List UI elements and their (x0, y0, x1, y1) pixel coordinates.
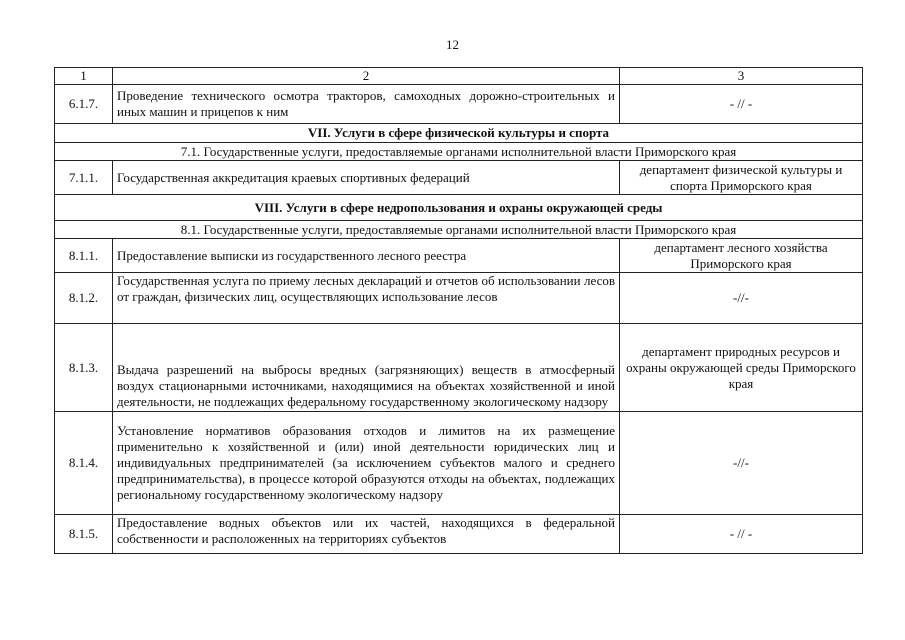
header-col-1: 1 (55, 68, 113, 85)
header-col-2: 2 (113, 68, 620, 85)
service-description: Выдача разрешений на выбросы вредных (загрязняющих) веществ в атмосферный воздух стационарными источниками, находящимися на объектах хозяйственной и иной деятельности, не подлежащих федеральному государственному экологическому надзору (113, 324, 620, 412)
subsection-row (55, 221, 863, 239)
services-table (54, 67, 863, 554)
row-number: 8.1.5. (55, 515, 113, 554)
section-heading-row (55, 195, 863, 221)
service-description: Установление нормативов образования отходов и лимитов на их размещение применительно к хозяйственной и (или) иной деятельности юридических лиц и индивидуальных предпринимателей (за исключением субъектов малого и среднего предпринимательства), в процессе которой образуются отходы на объектах, подлежащих региональному государственному экологическому надзору (113, 412, 620, 515)
row-number: 7.1.1. (55, 161, 113, 195)
section-heading: VII. Услуги в сфере физической культуры и спорта (55, 124, 863, 143)
table-row (55, 515, 863, 554)
row-number: 8.1.1. (55, 239, 113, 273)
table-row (55, 85, 863, 124)
table-row (55, 324, 863, 412)
section-heading: VIII. Услуги в сфере недропользования и охраны окружающей среды (55, 195, 863, 221)
row-number: 8.1.2. (55, 273, 113, 324)
service-description: Государственная услуга по приему лесных деклараций и отчетов об использовании лесов от граждан, физических лиц, осуществляющих использование лесов (113, 273, 620, 324)
table-header-row (55, 68, 863, 85)
responsible-body: департамент лесного хозяйства Приморского края (620, 239, 863, 273)
subsection-row (55, 143, 863, 161)
table-row (55, 161, 863, 195)
page-number: 12 (446, 37, 459, 52)
table-row (55, 239, 863, 273)
responsible-body: - // - (620, 515, 863, 554)
responsible-body: департамент физической культуры и спорта Приморского края (620, 161, 863, 195)
responsible-body: -//- (620, 412, 863, 515)
row-number: 6.1.7. (55, 85, 113, 124)
responsible-body: -//- (620, 273, 863, 324)
header-col-3: 3 (620, 68, 863, 85)
row-number: 8.1.4. (55, 412, 113, 515)
section-heading-row (55, 124, 863, 143)
row-number: 8.1.3. (55, 324, 113, 412)
service-description: Предоставление водных объектов или их частей, находящихся в федеральной собственности и расположенных на территориях субъектов (113, 515, 620, 554)
table-row (55, 273, 863, 324)
service-description: Проведение технического осмотра тракторов, самоходных дорожно-строительных и иных машин и прицепов к ним (113, 85, 620, 124)
subsection-heading: 8.1. Государственные услуги, предоставляемые органами исполнительной власти Приморского края (55, 221, 863, 239)
responsible-body: департамент природных ресурсов и охраны окружающей среды Приморского края (620, 324, 863, 412)
service-description: Государственная аккредитация краевых спортивных федераций (113, 161, 620, 195)
subsection-heading: 7.1. Государственные услуги, предоставляемые органами исполнительной власти Приморского края (55, 143, 863, 161)
service-description: Предоставление выписки из государственного лесного реестра (113, 239, 620, 273)
responsible-body: - // - (620, 85, 863, 124)
table-row (55, 412, 863, 515)
